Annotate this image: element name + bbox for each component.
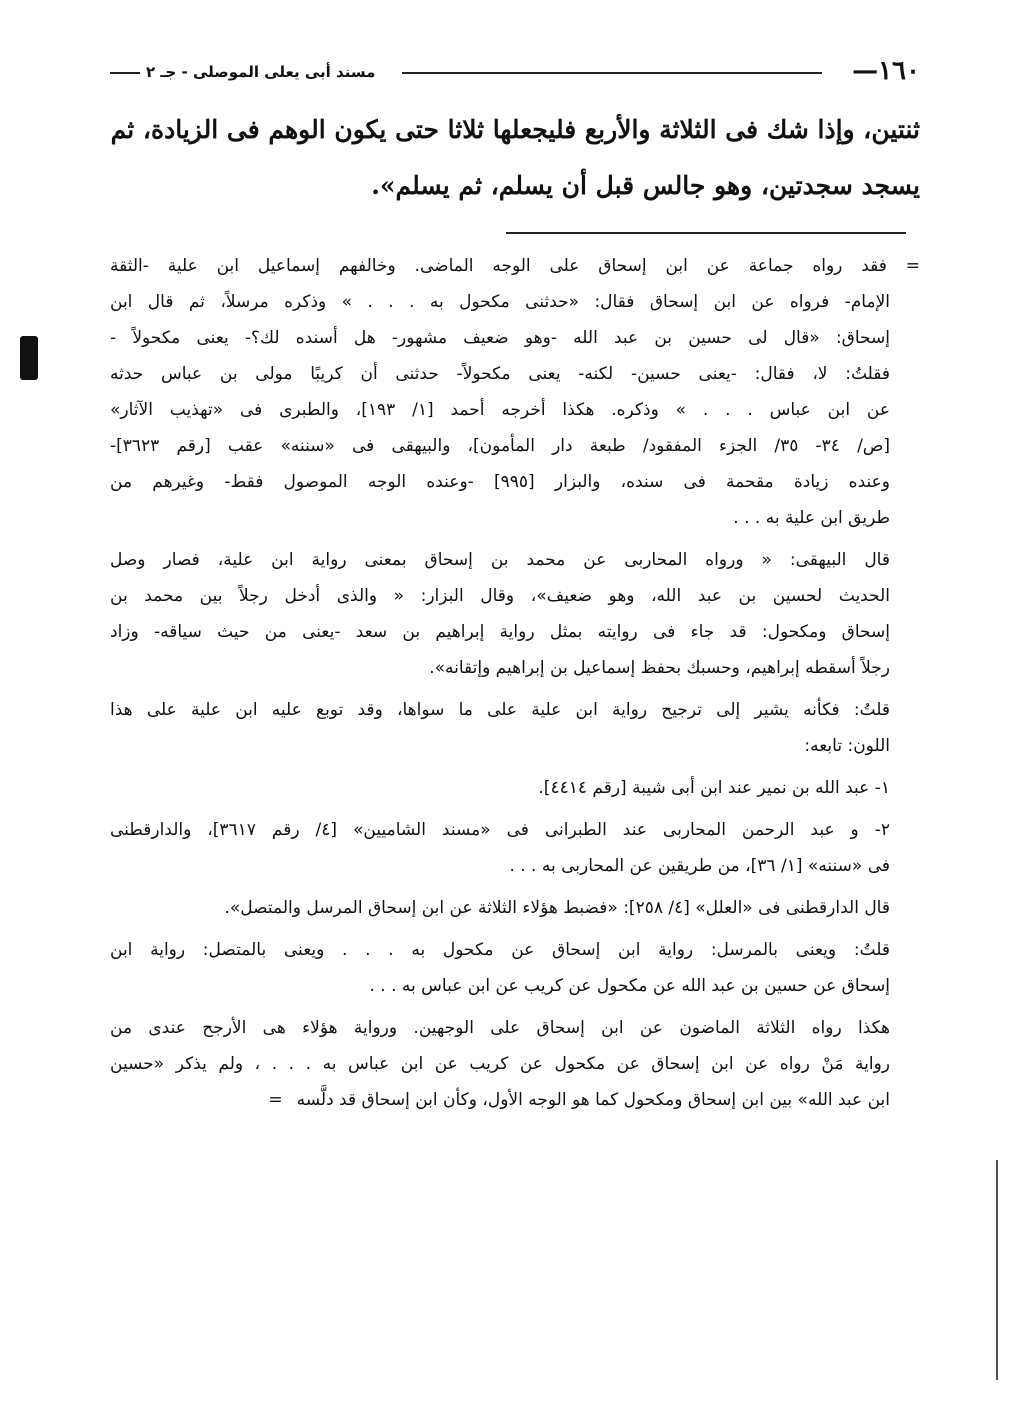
hadith-text xyxy=(110,102,920,214)
footnote-paragraph xyxy=(110,890,920,926)
page-number xyxy=(844,56,920,86)
footnote-line: [ص/ ٣٤- ٣٥/ الجزء المفقود/ طبعة دار المأمون]، والبيهقى فى «سننه» عقب [رقم ٣٦٢٣]- xyxy=(110,436,890,456)
footnote-paragraph xyxy=(110,932,920,1004)
footnote-line: عن ابن عباس . . . » وذكره. هكذا أخرجه أحمد [١/ ١٩٣]، والطبرى فى «تهذيب الآثار» xyxy=(110,400,890,420)
footnote-line xyxy=(110,1082,890,1118)
footnote-line: ٢- و عبد الرحمن المحاربى عند الطبرانى فى «مسند الشاميين» [٤/ رقم ٣٦١٧]، والدارقطنى xyxy=(110,820,890,840)
footnote-paragraph xyxy=(110,770,920,806)
footnote-line: إسحاق ومكحول: قد جاء فى روايته بمثل رواية إبراهيم بن سعد -يعنى من حيث سياقه- وزاد xyxy=(110,622,890,642)
hadith-line: يسجد سجدتين، وهو جالس قبل أن يسلم، ثم يسلم». xyxy=(371,171,920,200)
footnote-line: إسحاق: «قال لى حسين بن عبد الله -وهو ضعيف مشهور- هل أسنده لك؟- يعنى مكحولاً - xyxy=(110,328,890,348)
header-rule-left xyxy=(110,72,140,74)
scan-binding-mark xyxy=(20,336,38,380)
running-header xyxy=(110,50,920,94)
footnote-line: الحديث لحسين بن عبد الله، وهو ضعيف»، وقال البزار: « والذى أدخل رجلاً بين محمد بن xyxy=(110,586,890,606)
footnote-line-text: ابن عبد الله» بين ابن إسحاق ومكحول كما هو الوجه الأول، وكأن ابن إسحاق قد دلَّسه xyxy=(296,1090,890,1110)
footnote-paragraph xyxy=(110,542,920,686)
footnote-line: قال الدارقطنى فى «العلل» [٤/ ٢٥٨]: «فضبط هؤلاء الثلاثة عن ابن إسحاق المرسل والمتصل». xyxy=(224,898,890,918)
footnote-paragraph xyxy=(110,1010,920,1118)
footnote-line: = فقد رواه جماعة عن ابن إسحاق على الوجه الماضى. وخالفهم إسماعيل ابن علية -الثقة xyxy=(110,256,920,276)
footnote-line: اللون: تابعه: xyxy=(804,736,890,756)
footnote-line: قال البيهقى: « ورواه المحاربى عن محمد بن إسحاق بمعنى رواية ابن علية، فصار وصل xyxy=(110,550,890,570)
footnote-line: طريق ابن علية به . . . xyxy=(733,508,890,528)
footnote-line: قلتُ: فكأنه يشير إلى ترجيح رواية ابن علية على ما سواها، وقد توبع عليه ابن علية على هذا xyxy=(110,700,890,720)
footnote-separator xyxy=(506,232,906,234)
footnote-line: وعنده زيادة مقحمة فى سنده، والبزار [٩٩٥] -وعنده الوجه الموصول فقط- وغيرهم من xyxy=(110,472,890,492)
book-title: مسند أبى يعلى الموصلى - جـ ٢ xyxy=(146,63,376,81)
footnote-line: رواية مَنْ رواه عن ابن إسحاق عن مكحول عن كريب عن ابن عباس به . . . ، ولم يذكر «حسين xyxy=(110,1054,890,1074)
continuation-mark: = xyxy=(268,1090,283,1110)
footnote-line: إسحاق عن حسين بن عبد الله عن مكحول عن كريب عن ابن عباس به . . . xyxy=(369,976,890,996)
page-number-dash: — xyxy=(852,56,879,86)
footnote-line: فقلتُ: لا، فقال: -يعنى حسين- لكنه- يعنى مكحولاً- حدثنى أن كريبًا مولى بن عباس حدثه xyxy=(110,364,890,384)
footnote-line: هكذا رواه الثلاثة الماضون عن ابن إسحاق على الوجهين. ورواية هؤلاء هى الأرجح عندى من xyxy=(110,1018,890,1038)
footnote-line: الإمام- فرواه عن ابن إسحاق فقال: «حدثنى مكحول به . . . » وذكره مرسلاً، ثم قال ابن xyxy=(110,292,890,312)
footnote-paragraph xyxy=(110,248,920,536)
footnote-line: رجلاً أسقطه إبراهيم، وحسبك بحفظ إسماعيل بن إبراهيم وإتقانه». xyxy=(429,658,890,678)
footnotes xyxy=(110,248,920,1124)
header-rule xyxy=(402,72,822,74)
hadith-line: ثنتين، وإذا شك فى الثلاثة والأربع فليجعلها ثلاثا حتى يكون الوهم فى الزيادة، ثم xyxy=(110,115,920,144)
page-number-text: ١٦٠ xyxy=(878,56,920,86)
footnote-paragraph xyxy=(110,812,920,884)
footnote-line: قلتُ: ويعنى بالمرسل: رواية ابن إسحاق عن مكحول به . . . ويعنى بالمتصل: رواية ابن xyxy=(110,940,890,960)
footnote-line: ١- عبد الله بن نمير عند ابن أبى شيبة [رقم ٤٤١٤]. xyxy=(538,778,890,798)
scan-margin-line xyxy=(996,1160,998,1380)
footnote-paragraph xyxy=(110,692,920,764)
footnote-line: فى «سننه» [١/ ٣٦]، من طريقين عن المحاربى به . . . xyxy=(509,856,890,876)
